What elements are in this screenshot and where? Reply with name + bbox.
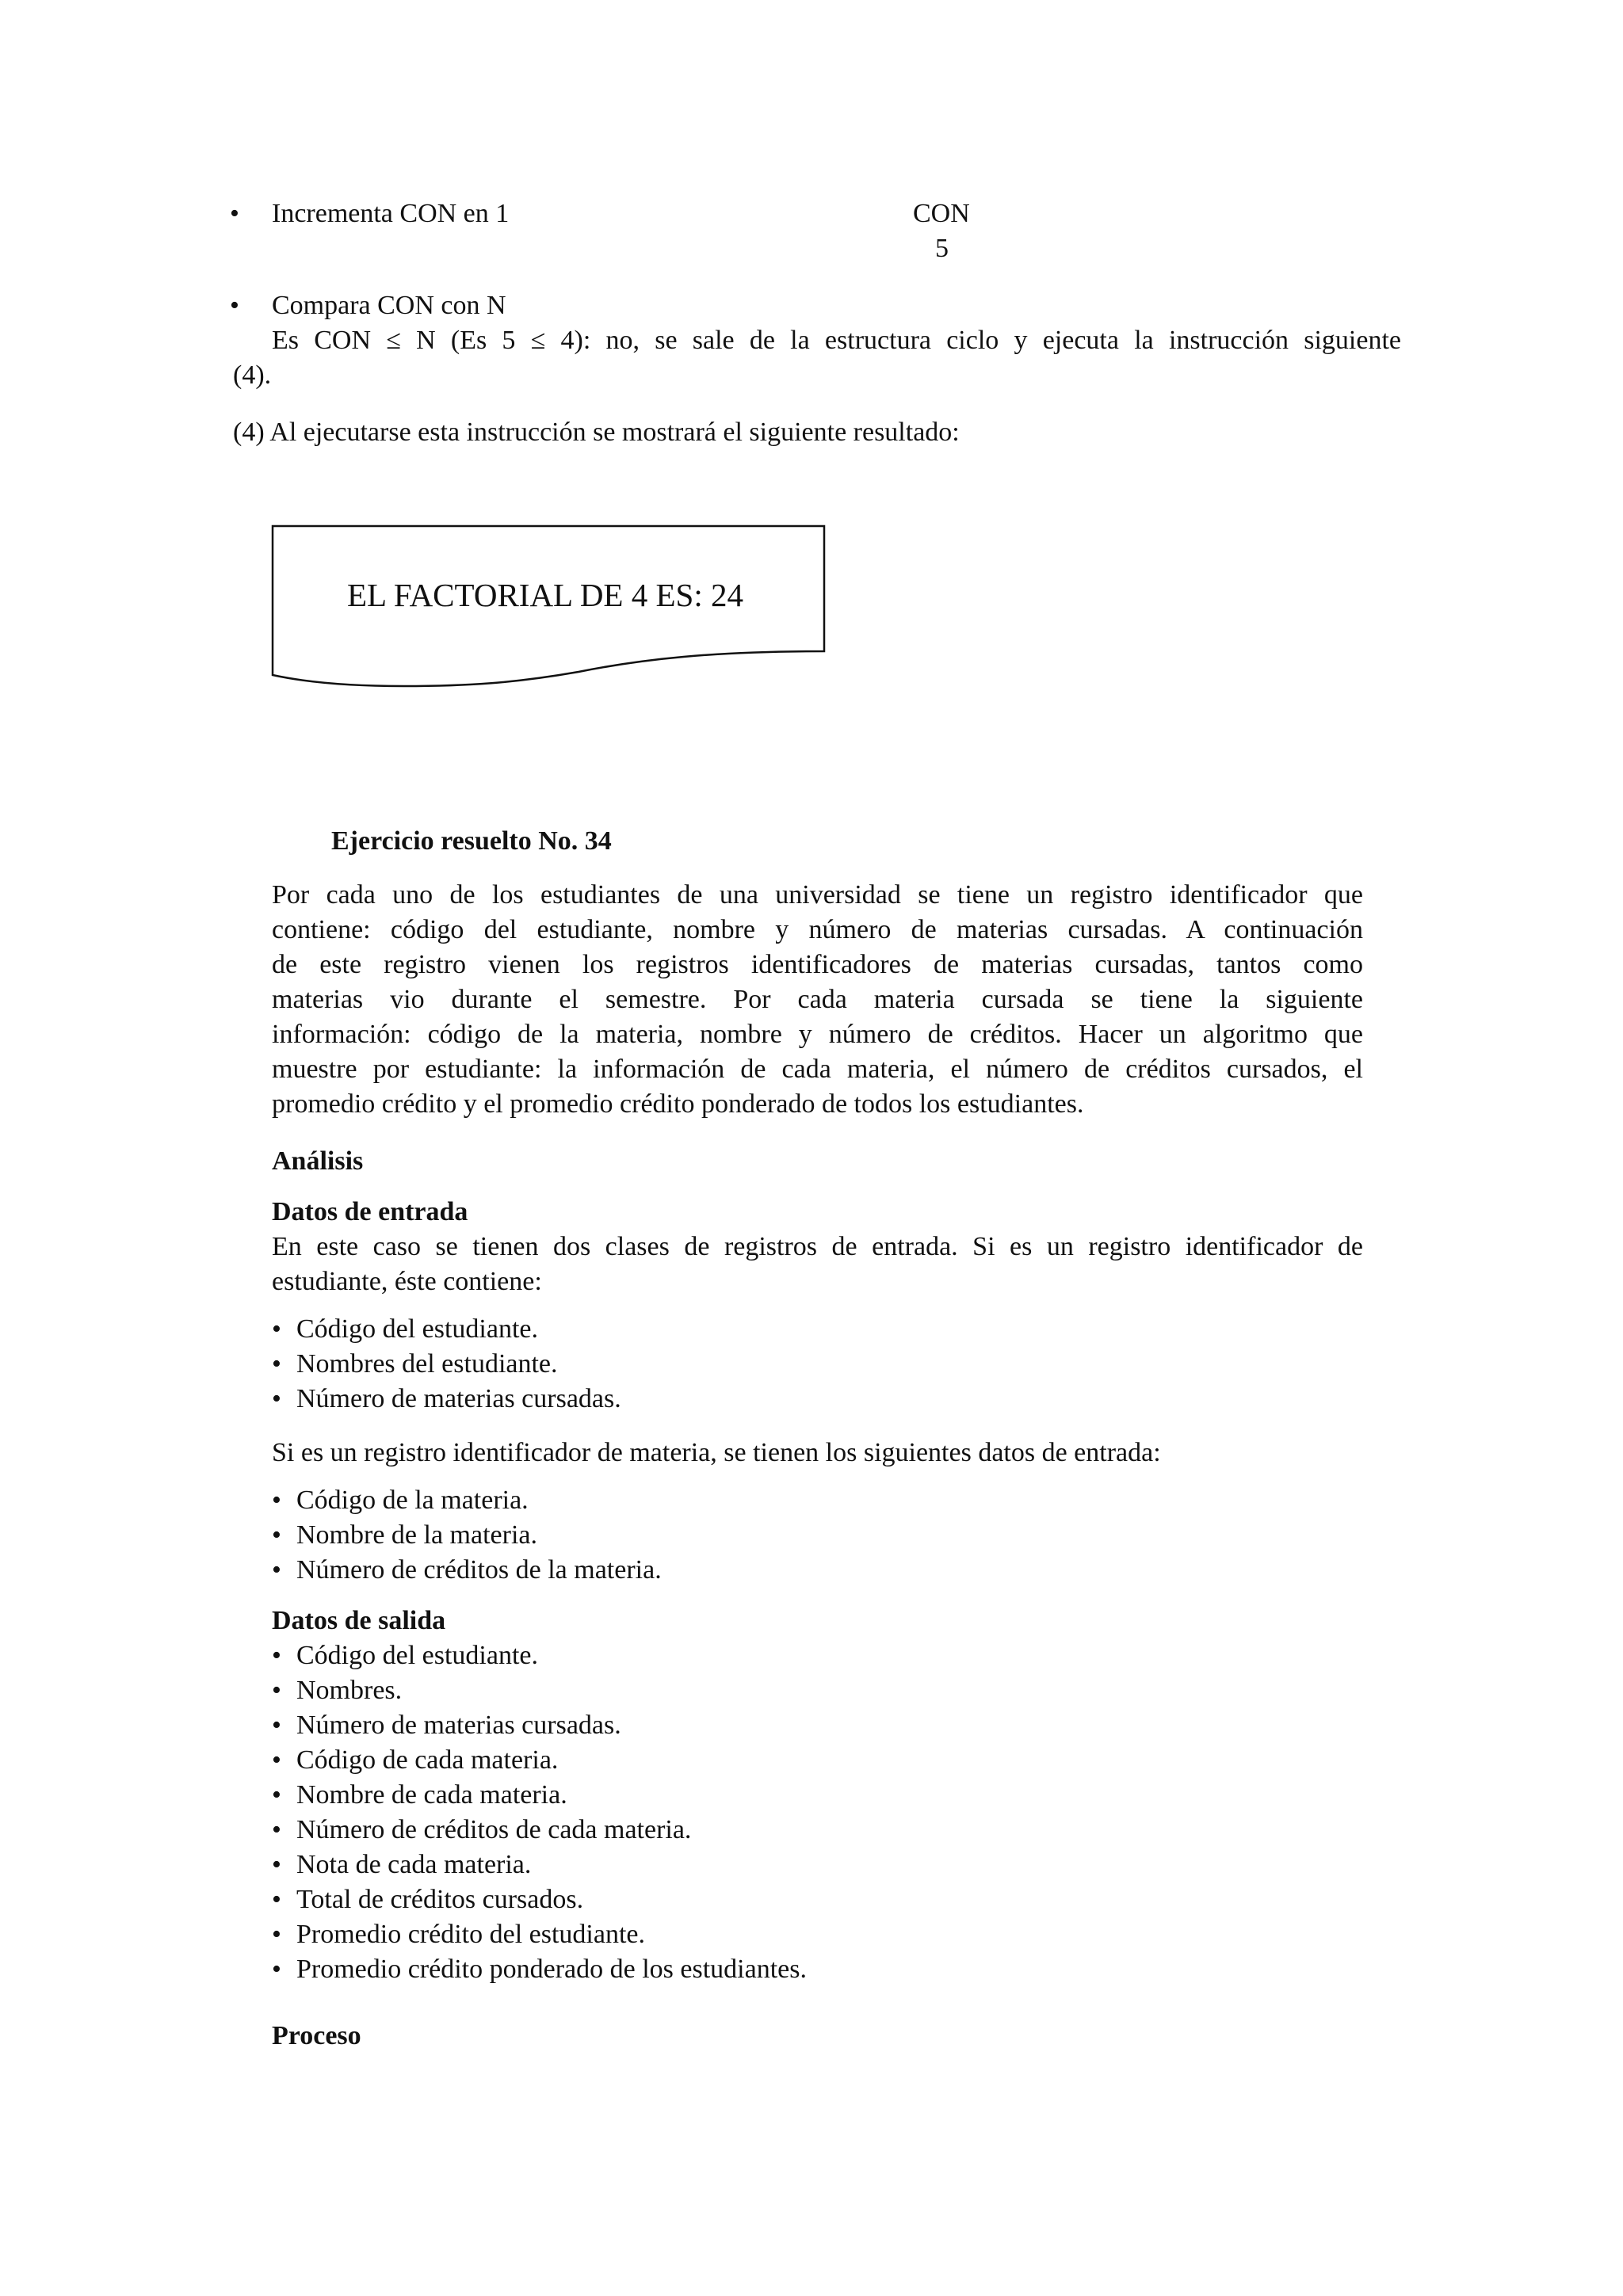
- input-heading: Datos de entrada: [272, 1197, 468, 1226]
- list-item: • Código del estudiante.: [272, 1312, 621, 1347]
- variable-name: CON: [913, 199, 970, 228]
- statement-line: muestre por estudiante: la información de cada materia, el número de créditos cursados, el: [272, 1055, 1363, 1084]
- list-item: • Nombre de cada materia.: [272, 1778, 807, 1813]
- subject-intro: Si es un registro identificador de materia, se tienen los siguientes datos de entrada:: [272, 1438, 1161, 1467]
- statement-line: materias vio durante el semestre. Por cada materia cursada se tiene la siguiente: [272, 985, 1363, 1014]
- bullet: •: [272, 1486, 281, 1515]
- result-intro: (4) Al ejecutarse esta instrucción se mostrará el siguiente resultado:: [233, 418, 960, 447]
- bullet: •: [272, 1314, 281, 1344]
- bullet: •: [272, 1641, 281, 1670]
- statement-line: contiene: código del estudiante, nombre y número de materias cursadas. A continuación: [272, 915, 1363, 944]
- list-item: • Nombre de la materia.: [272, 1518, 662, 1553]
- list-item: • Nombres.: [272, 1673, 807, 1708]
- bullet: •: [272, 1520, 281, 1550]
- subject-input-list: [272, 1483, 662, 1588]
- bullet: •: [272, 1555, 281, 1585]
- bullet: •: [272, 1815, 281, 1844]
- list-item: • Número de materias cursadas.: [272, 1708, 807, 1743]
- output-list: [272, 1638, 807, 1987]
- output-message: EL FACTORIAL DE 4 ES: 24: [347, 577, 743, 613]
- list-item: • Código de cada materia.: [272, 1743, 807, 1778]
- variable-value: 5: [935, 234, 949, 263]
- list-item: • Número de créditos de la materia.: [272, 1553, 662, 1588]
- input-intro-line: estudiante, éste contiene:: [272, 1267, 542, 1296]
- bullet: •: [272, 1745, 281, 1775]
- list-item: • Nota de cada materia.: [272, 1848, 807, 1882]
- step-compare-detail-end: (4).: [233, 360, 272, 390]
- analysis-heading: Análisis: [272, 1146, 364, 1176]
- list-item: • Promedio crédito ponderado de los estudiantes.: [272, 1952, 807, 1987]
- list-item: • Promedio crédito del estudiante.: [272, 1917, 807, 1952]
- bullet: •: [272, 1885, 281, 1914]
- bullet: •: [272, 1920, 281, 1949]
- student-input-list: [272, 1312, 621, 1417]
- list-item: • Código del estudiante.: [272, 1638, 807, 1673]
- step-increment-text: Incrementa CON en 1: [272, 199, 510, 228]
- bullet: •: [272, 1676, 281, 1705]
- list-item: • Código de la materia.: [272, 1483, 662, 1518]
- process-heading: Proceso: [272, 2021, 361, 2050]
- bullet: •: [272, 1850, 281, 1879]
- step-compare-text: Compara CON con N: [272, 291, 506, 320]
- statement-line: de este registro vienen los registros identificadores de materias cursadas, tantos como: [272, 950, 1363, 979]
- list-item: • Número de materias cursadas.: [272, 1382, 621, 1417]
- statement-line: promedio crédito y el promedio crédito ponderado de todos los estudiantes.: [272, 1089, 1084, 1119]
- bullet: •: [230, 199, 239, 228]
- list-item: • Total de créditos cursados.: [272, 1882, 807, 1917]
- list-item: • Número de créditos de cada materia.: [272, 1813, 807, 1848]
- bullet: •: [272, 1384, 281, 1413]
- bullet: •: [272, 1711, 281, 1740]
- output-heading: Datos de salida: [272, 1606, 446, 1635]
- bullet: •: [272, 1349, 281, 1379]
- input-intro-line: En este caso se tienen dos clases de registros de entrada. Si es un registro identificador de: [272, 1232, 1363, 1261]
- statement-line: información: código de la materia, nombre y número de créditos. Hacer un algoritmo que: [272, 1020, 1363, 1049]
- bullet: •: [272, 1955, 281, 1984]
- bullet: •: [230, 291, 239, 320]
- statement-line: Por cada uno de los estudiantes de una universidad se tiene un registro identificador que: [272, 880, 1363, 910]
- list-item: • Nombres del estudiante.: [272, 1347, 621, 1382]
- exercise-title: Ejercicio resuelto No. 34: [331, 826, 612, 856]
- step-compare-detail: Es CON ≤ N (Es 5 ≤ 4): no, se sale de la estructura ciclo y ejecuta la instrucción siguiente: [272, 326, 1401, 355]
- bullet: •: [272, 1780, 281, 1810]
